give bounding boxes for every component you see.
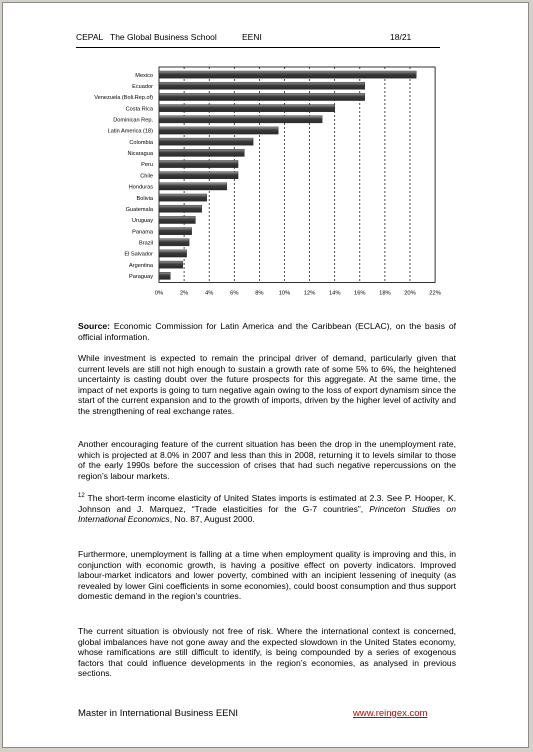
category-label: Uruguay — [131, 218, 153, 225]
source-note — [78, 321, 456, 342]
bar — [159, 93, 365, 100]
category-label: Brazil — [139, 240, 153, 247]
bar — [159, 216, 195, 223]
footnote-text: The short-term income elasticity of United States imports is estimated at 2.3. See P. Hooper, K. Johnson and J. Marquez, “Trade elasticities for the G-7 countries”, — [78, 493, 457, 514]
x-tick-label: 16% — [353, 290, 366, 297]
bar — [159, 127, 278, 134]
x-tick-label: 20% — [404, 290, 416, 297]
category-label: El Salvador — [124, 251, 153, 258]
header-org: CEPAL — [76, 32, 104, 42]
x-tick-label: 0% — [154, 290, 164, 297]
header-code: EENI — [242, 32, 262, 42]
category-label: Argentina — [129, 262, 153, 269]
category-label: Panama — [132, 229, 153, 236]
bar — [159, 138, 253, 145]
category-label: Latin America (18) — [107, 128, 153, 135]
bar — [159, 194, 207, 201]
bar — [159, 116, 322, 123]
paragraph-investment: While investment is expected to remain the principal driver of demand, particularly given that current levels are still not high enough to sustain a growth rate of some 5% to 6%, the heightened uncertainty is casting doubt over the future prospects for this aggregate. At the same time, the impact of net exports is going to turn negative again owing to the loss of export dynamism since the start of the current expansion and to the growth of imports, driven by the higher level of activity and the strengthening of real exchange rates. — [78, 353, 456, 416]
footnote-journal: Princeton Studies on International Economics — [78, 503, 456, 525]
category-label: Guatemala — [125, 206, 153, 213]
category-label: Honduras — [128, 184, 153, 191]
category-label: Mexico — [135, 72, 153, 79]
paragraph-risk: The current situation is obviously not free of risk. Where the international context is concerned, global imbalances have not gone away and the expected slowdown in the United States economy, whose ramifications are still difficult to identify, is being compounded by a series of exogenous factors that could influence developments in the region’s economies, as analysed in previous sections. — [78, 626, 456, 679]
x-tick-label: 10% — [278, 290, 291, 297]
footnote-tail: , No. 87, August 2000. — [169, 514, 255, 525]
category-label: Peru — [141, 162, 153, 169]
x-tick-label: 22% — [429, 290, 441, 297]
source-text: Economic Commission for Latin America and the Caribbean (ECLAC), on the basis of official information. — [78, 321, 456, 342]
header-page-number: 18/21 — [390, 32, 412, 42]
footnote — [78, 493, 456, 525]
category-label: Bolivia — [136, 195, 153, 202]
bar — [159, 272, 170, 279]
x-tick-label: 18% — [379, 290, 391, 297]
bar-chart — [76, 64, 446, 304]
bar — [159, 149, 244, 156]
paragraph-employment-quality: Furthermore, unemployment is falling at a time when employment quality is improving and this, in conjunction with economic growth, is having a positive effect on poverty indicators. Improved labour-market indicators and lower poverty, combined with an incipient lessening of inequity (as revealed by lower Gini coefficients in some economies), could boost consumption and thus support domestic demand in the region’s countries. — [78, 549, 456, 602]
x-tick-label: 6% — [230, 290, 239, 297]
footer-link[interactable]: www.reingex.com — [353, 708, 428, 719]
header-rule — [76, 47, 440, 48]
source-label: Source: — [78, 321, 110, 331]
category-label: Chile — [140, 173, 153, 180]
bar — [159, 82, 365, 89]
bar — [159, 228, 192, 235]
category-label: Venezuela (Boli.Rep.of) — [94, 95, 153, 102]
category-label: Dominican Rep. — [113, 117, 153, 124]
x-tick-label: 4% — [205, 290, 214, 297]
bar — [159, 205, 202, 212]
bar — [159, 160, 238, 167]
x-tick-label: 2% — [179, 290, 189, 297]
bar — [159, 172, 238, 179]
header-school: The Global Business School — [110, 32, 217, 42]
bar — [159, 239, 189, 246]
bar — [159, 71, 416, 78]
bar — [159, 183, 227, 190]
bar — [159, 250, 187, 257]
category-label: Nicaragua — [127, 151, 153, 158]
footer-title: Master in International Business EENI — [78, 708, 238, 719]
paragraph-unemployment: Another encouraging feature of the current situation has been the drop in the unemployment rate, which is projected at 8.0% in 2007 and less than this in 2008, returning it to levels similar to those of the early 1990s before the succession of crises that had such negative repercussions on the region’s labour markets. — [78, 439, 456, 481]
category-label: Paraguay — [129, 274, 153, 281]
x-tick-label: 14% — [328, 290, 341, 297]
bar — [159, 261, 183, 268]
x-tick-label: 8% — [255, 290, 264, 297]
category-label: Ecuador — [132, 83, 153, 90]
category-label: Colombia — [129, 139, 153, 146]
category-label: Costa Rica — [125, 106, 153, 113]
x-tick-label: 12% — [303, 290, 316, 297]
bar — [159, 105, 335, 112]
footnote-number: 12 — [78, 493, 85, 500]
